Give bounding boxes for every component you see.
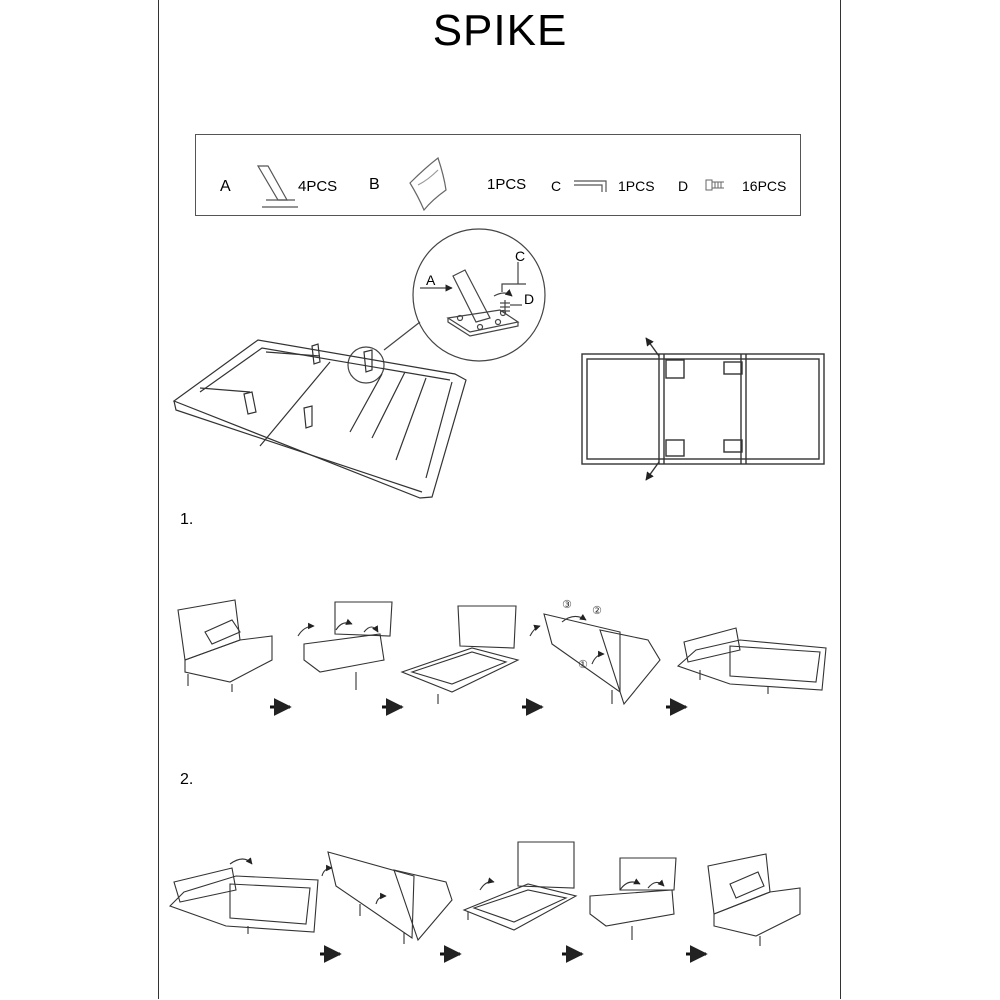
callout-3: ③ [562, 598, 572, 611]
part-c-qty: 1PCS [618, 178, 655, 194]
detail-label-d: D [524, 291, 535, 307]
step2-sequence [170, 842, 800, 946]
part-b-letter: B [369, 176, 380, 193]
sofa-leg-icon [258, 166, 298, 207]
part-d-qty: 16PCS [742, 178, 787, 194]
detail-label-a: A [426, 272, 436, 288]
part-b-qty: 1PCS [487, 176, 527, 193]
page-title: SPIKE [432, 6, 568, 55]
callout-1: ① [578, 658, 588, 671]
step-1-label: 1. [180, 511, 194, 528]
pillow-icon [410, 158, 446, 210]
step-2-label: 2. [180, 771, 194, 788]
part-c-letter: C [551, 178, 562, 194]
part-a-qty: 4PCS [298, 178, 338, 195]
screw-icon [706, 180, 724, 190]
step1-sequence [178, 600, 826, 704]
sofa-underside-diagram [174, 340, 466, 498]
part-a-letter: A [220, 178, 231, 195]
part-d-letter: D [678, 178, 689, 194]
allen-key-icon [574, 181, 606, 192]
frame-top-view [582, 338, 824, 480]
detail-label-c: C [515, 248, 526, 264]
callout-2: ② [592, 604, 602, 617]
